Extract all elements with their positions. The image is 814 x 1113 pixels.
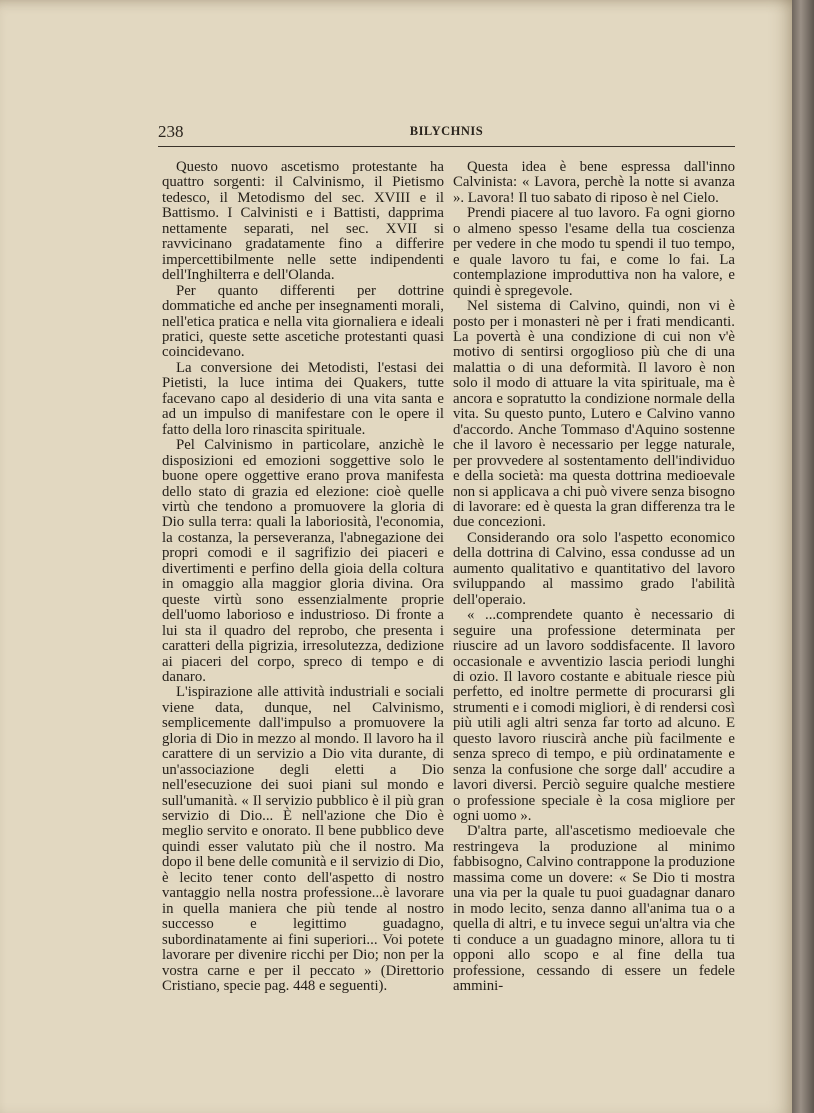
paragraph: Pel Calvinismo in particolare, anzichè le disposizioni ed emozioni soggettive solo le buone opere oggettive erano prova manifesta dello stato di grazia ed elezione: cioè quelle virtù che tendono a promuovere la gloria di Dio sulla terra: quali la laboriosità, l'economia, la costanza, la perseveranza, l'abnegazione dei propri comodi e il sagrifizio dei piaceri e divertimenti e perfino della gioia della coltura in omaggio alla maggior gloria divina. Ora queste virtù sono essenzialmente proprie dell'uomo laborioso e industrioso. Di fronte a lui sta il quadro del reprobo, che presenta i caratteri della pigrizia, irresolutezza, dedizione ai piaceri del corpo, spreco di tempo e di danaro. — [162, 437, 444, 685]
page-header — [158, 120, 735, 147]
paragraph: Questo nuovo ascetismo protestante ha quattro sorgenti: il Calvinismo, il Pietismo tedesco, il Metodismo del sec. XVIII e il Battismo. I Calvinisti e i Battisti, dapprima nettamente separati, nel sec. XVII si ravvicinano gradatamente fino a differire impercettibilmente nelle sette indipendenti dell'Inghilterra e dell'Olanda. — [162, 159, 444, 284]
paragraph: Nel sistema di Calvino, quindi, non vi è posto per i monasteri nè per i frati mendicanti. La povertà è una condizione di cui non v'è motivo di sentirsi orgoglioso più che di una malattia o di una deformità. Il lavoro è non solo il modo di attuare la vita spirituale, ma è ancora e sopratutto la condizione normale della vita. Su questo punto, Lutero e Calvino vanno d'accordo. Anche Tommaso d'Aquino sostenne che il lavoro è necessario per legge naturale, per provvedere al sostentamento dell'individuo e della società: ma questa dottrina medioevale non si applicava a chi può vivere senza bisogno di lavorare: ed è questa la gran differenza tra le due concezioni. — [453, 298, 735, 531]
paragraph: Prendi piacere al tuo lavoro. Fa ogni giorno o almeno spesso l'esame della tua coscienza per vedere in che modo tu spendi il tuo tempo, e quale lavoro tu fai, e come lo fai. La contemplazione improduttiva non ha valore, e quindi è spregevole. — [453, 205, 735, 299]
right-column — [453, 160, 735, 994]
running-title: BILYCHNIS — [409, 124, 484, 138]
paragraph: L'ispirazione alle attività industriali e sociali viene data, dunque, nel Calvinismo, semplicemente dall'impulso a promuovere la gloria di Dio in mezzo al mondo. Il lavoro ha il carattere di un servizio a Dio vita durante, di un'associazione degli eletti a Dio nell'esecuzione dei suoi piani sul mondo e sull'umanità. « Il servizio pubblico è il più gran servizio di Dio... È nell'azione che Dio è meglio servito e onorato. Il bene pubblico deve quindi esser valutato più che il nostro. Ma dopo il bene delle comunità e il servizio di Dio, è lecito tener conto dell'aspetto di nostro vantaggio nella nostra professione...è lavorare in quella maniera che più tende al nostro successo e legittimo guadagno, subordinatamente ai fini superiori... Voi potete lavorare per divenire ricchi per Dio; non per la vostra carne e per il peccato » (Direttorio Cristiano, specie pag. 448 e seguenti). — [162, 684, 444, 995]
paragraph: « ...comprendete quanto è necessario di seguire una professione determinata per riuscire ad un lavoro soddisfacente. Il lavoro occasionale e avventizio lascia periodi lunghi di ozio. Il lavoro costante e abituale riesce più perfetto, ed inoltre permette di procurarsi gli strumenti e i comodi migliori, è di rendersi così più utili agli altri senza far torto ad alcuno. E questo lavoro riuscirà anche più facilmente e senza spreco di tempo, e più ordinatamente e senza la confusione che sorge dall' accudire a lavori diversi. Perciò seguire qualche mestiere o professione speciale è la cosa migliore per ogni uomo ». — [453, 607, 735, 825]
paragraph: Per quanto differenti per dottrine dommatiche ed anche per insegnamenti morali, nell'etica pratica e nella vita giornaliera e ideali pratici, queste sette ascetiche protestanti quasi coincidevano. — [162, 282, 444, 361]
paragraph: Questa idea è bene espressa dall'inno Calvinista: « Lavora, perchè la notte si avanza ». Lavora! Il tuo sabato di riposo è nel Cielo. — [453, 159, 735, 206]
page-number: 238 — [158, 122, 184, 141]
left-column — [162, 160, 444, 994]
paragraph: La conversione dei Metodisti, l'estasi dei Pietisti, la luce intima dei Quakers, tutte facevano capo al desiderio di una vita santa e ad un impulso di manifestare con le opere il fatto della loro rinascita spirituale. — [162, 359, 444, 438]
paragraph: Considerando ora solo l'aspetto economico della dottrina di Calvino, essa condusse ad un aumento qualitativo e quantitativo del lavoro sviluppando al massimo grado l'abilità dell'operaio. — [453, 529, 735, 608]
book-edge — [792, 0, 814, 1113]
paragraph: D'altra parte, all'ascetismo medioevale che restringeva la produzione al minimo fabbisogno, Calvino contrappone la produzione massima come un dovere: « Se Dio ti mostra una via per la quale tu puoi guadagnar danaro in modo lecito, senza danno all'anima tua o a quella di altri, e tu invece segui un'altra via che ti conduce a un guadagno minore, allora tu ti opponi allo scopo e al fine della tua professione, cessando di essere un fedele ammini- — [453, 823, 735, 995]
